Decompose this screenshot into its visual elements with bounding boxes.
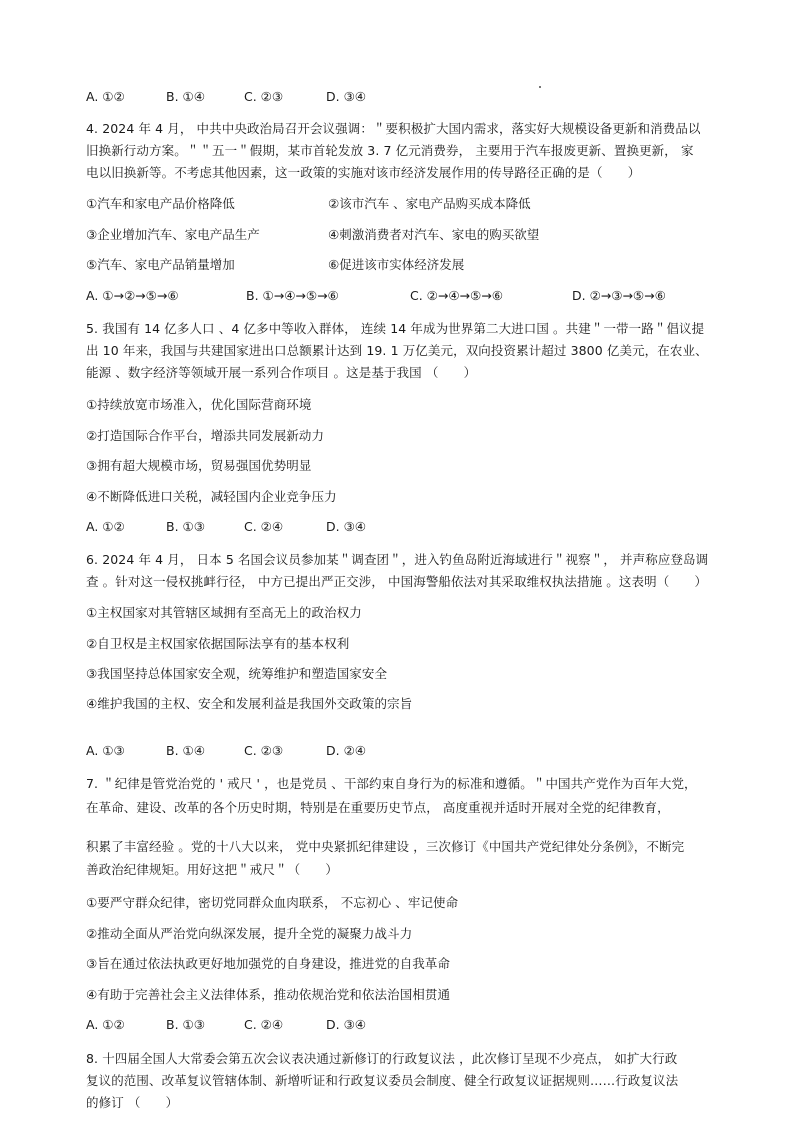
option-b: B. ①④ (166, 89, 205, 104)
q4-item-1: ①汽车和家电产品价格降低 (86, 196, 235, 211)
q6-stem-line-1: 6. 2024 年 4 月， 日本 5 名国会议员参加某＂调查团＂，进入钓鱼岛附近海域进行＂视察＂， 并声称应登岛调 (86, 552, 709, 567)
q4-item-4: ④刺激消费者对汽车、家电的购买欲望 (328, 227, 540, 242)
stray-mark (539, 86, 541, 88)
option-d: D. ③④ (326, 89, 366, 104)
option-c: C. ②→④→⑤→⑥ (410, 288, 503, 303)
option-a: A. ①② (86, 1017, 125, 1032)
q7-item-1: ①要严守群众纪律，密切党同群众血肉联系， 不忘初心 、牢记使命 (86, 895, 459, 910)
q4-item-2: ②该市汽车 、家电产品购买成本降低 (328, 196, 531, 211)
q5-item-4: ④不断降低进口关税，减轻国内企业竞争压力 (86, 489, 337, 504)
option-a: A. ①→②→⑤→⑥ (86, 288, 179, 303)
option-d: D. ③④ (326, 519, 366, 534)
q7-stem-line-4: 善政治纪律规矩。用好这把＂戒尺＂（ ） (86, 862, 339, 877)
q5-item-1: ①持续放宽市场准入，优化国际营商环境 (86, 397, 312, 412)
q4-item-5: ⑤汽车、家电产品销量增加 (86, 257, 235, 272)
q7-item-3: ③旨在通过依法执政更好地加强党的自身建设，推进党的自我革命 (86, 956, 451, 971)
q8-stem-line-2: 复议的范围、改革复议管辖体制、新增听证和行政复议委员会制度、健全行政复议证据规则……行政复议法 (86, 1073, 679, 1088)
option-d: D. ②→③→⑤→⑥ (572, 288, 666, 303)
option-b: B. ①→④→⑤→⑥ (246, 288, 339, 303)
option-d: D. ②④ (326, 743, 366, 758)
q5-stem-line-1: 5. 我国有 14 亿多人口 、4 亿多中等收入群体， 连续 14 年成为世界第二大进口国 。共建＂一带一路＂倡议提 (86, 321, 705, 336)
q6-item-1: ①主权国家对其管辖区域拥有至高无上的政治权力 (86, 605, 362, 620)
q8-stem-line-1: 8. 十四届全国人大常委会第五次会议表决通过新修订的行政复议法 ，此次修订呈现不少亮点， 如扩大行政 (86, 1051, 678, 1066)
q7-item-2: ②推动全面从严治党向纵深发展，提升全党的凝聚力战斗力 (86, 926, 413, 941)
q7-stem-line-2: 在革命、建设、改革的各个历史时期，特别是在重要历史节点， 高度重视并适时开展对全党的纪律教育， (86, 800, 670, 815)
q7-stem-line-1: 7. ＂纪律是管党治党的 ' 戒尺 ' ，也是党员 、干部约束自身行为的标准和遵循。＂中国共产党作为百年大党， (86, 776, 697, 791)
option-c: C. ②④ (244, 519, 284, 534)
q5-item-2: ②打造国际合作平台，增添共同发展新动力 (86, 428, 325, 443)
q6-item-2: ②自卫权是主权国家依据国际法享有的基本权利 (86, 636, 350, 651)
q7-item-4: ④有助于完善社会主义法律体系，推动依规治党和依法治国相贯通 (86, 987, 451, 1002)
option-a: A. ①② (86, 519, 125, 534)
q6-item-3: ③我国坚持总体国家安全观，统筹维护和塑造国家安全 (86, 666, 388, 681)
q4-item-3: ③企业增加汽车、家电产品生产 (86, 227, 260, 242)
q5-stem-line-3: 能源 、数字经济等领域开展一系列合作项目 。这是基于我国 （ ） (86, 365, 477, 380)
option-d: D. ③④ (326, 1017, 366, 1032)
q4-stem-line-2: 旧换新行动方案。＂＂五一＂假期，某市首轮发放 3. 7 亿元消费券， 主要用于汽车报废更新、置换更新， 家 (86, 143, 694, 158)
q7-stem-line-3: 积累了丰富经验 。党的十八大以来， 党中央紧抓纪律建设 ，三次修订《中国共产党纪律处分条例》，不断完 (86, 839, 685, 854)
option-c: C. ②③ (244, 89, 284, 104)
q4-item-6: ⑥促进该市实体经济发展 (328, 257, 465, 272)
option-c: C. ②③ (244, 743, 284, 758)
option-b: B. ①③ (166, 1017, 205, 1032)
option-a: A. ①③ (86, 743, 125, 758)
q4-stem-line-3: 电以旧换新等。不考虑其他因素，这一政策的实施对该市经济发展作用的传导路径正确的是（ ） (86, 165, 641, 180)
option-b: B. ①③ (166, 519, 205, 534)
q6-item-4: ④维护我国的主权、安全和发展利益是我国外交政策的宗旨 (86, 696, 413, 711)
q6-stem-line-2: 查 。针对这一侵权挑衅行径， 中方已提出严正交涉， 中国海警船依法对其采取维权执法措施 。这表明（ ） (86, 574, 708, 589)
option-b: B. ①④ (166, 743, 205, 758)
q4-stem-line-1: 4. 2024 年 4 月， 中共中央政治局召开会议强调：＂要积极扩大国内需求，落实好大规模设备更新和消费品以 (86, 121, 701, 136)
q5-stem-line-2: 出 10 年来，我国与共建国家进出口总额累计达到 19. 1 万亿美元，双向投资累计超过 3800 亿美元，在农业、 (86, 343, 708, 358)
option-a: A. ①② (86, 89, 125, 104)
option-c: C. ②④ (244, 1017, 284, 1032)
q8-stem-line-3: 的修订 （ ） (86, 1095, 179, 1110)
q5-item-3: ③拥有超大规模市场，贸易强国优势明显 (86, 458, 312, 473)
